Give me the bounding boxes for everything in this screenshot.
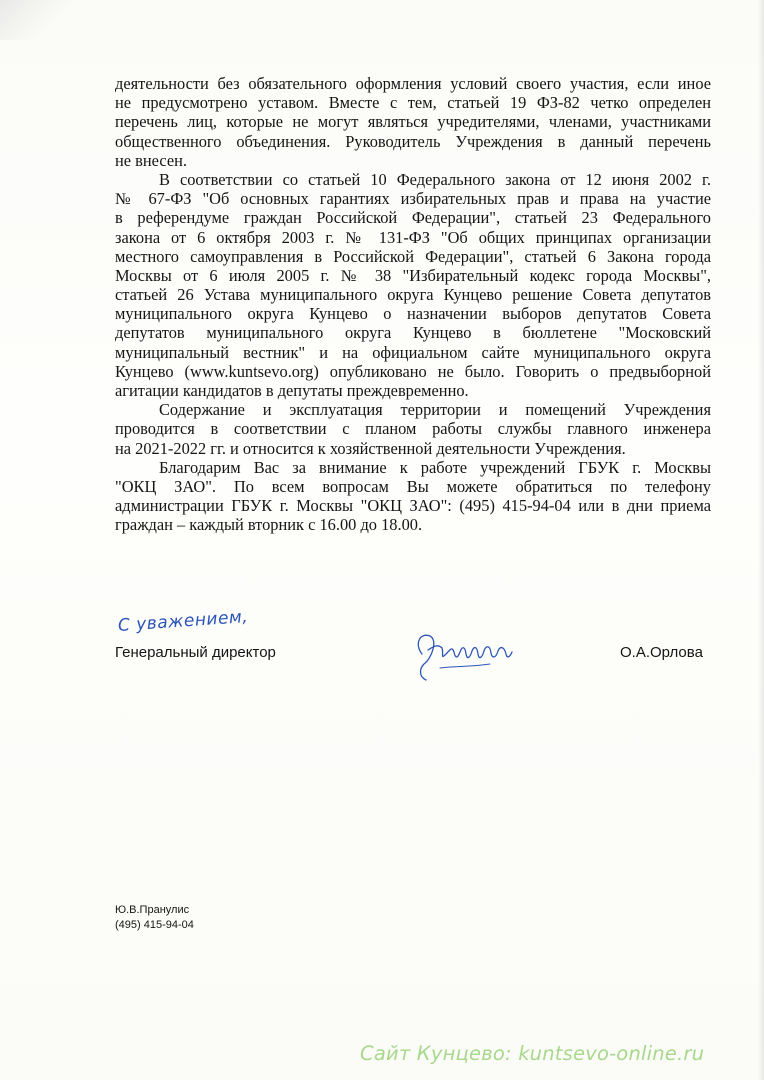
letter-line: Кунцево (www.kuntsevo.org) опубликовано не было. Говорить о предвыборной xyxy=(115,361,711,381)
letter-line: Содержание и эксплуатация территории и помещений Учреждения xyxy=(159,400,711,420)
executor-phone: (495) 415-94-04 xyxy=(115,919,194,931)
letter-line: деятельности без обязательного оформления условий своего участия, если иное xyxy=(115,74,711,93)
executor-name: Ю.В.Пранулис xyxy=(115,904,190,916)
letter-line: "ОКЦ ЗАО". По всем вопросам Вы можете обратиться по телефону xyxy=(115,476,711,496)
page-fold-shadow xyxy=(0,0,90,40)
letter-line: не внесен. xyxy=(115,150,187,170)
letter-line: Благодарим Вас за внимание к работе учреждений ГБУК г. Москвы xyxy=(159,457,711,477)
letter-line: депутатов муниципального округа Кунцево в бюллетене "Московский xyxy=(115,323,711,343)
letter-line: закона от 6 октября 2003 г. № 131-ФЗ "Об общих принципах организации xyxy=(115,227,711,247)
letter-line: статьей 26 Устава муниципального округа Кунцево решение Совета депутатов xyxy=(115,285,711,305)
signature-image xyxy=(410,624,520,684)
page-edge-shadow xyxy=(758,0,764,1080)
executor-info xyxy=(115,903,194,933)
letter-line: перечень лиц, которые не могут являться учредителями, членами, участниками xyxy=(115,112,711,132)
letter-line: общественного объединения. Руководитель Учреждения в данный перечень xyxy=(115,131,711,151)
letter-line: муниципального округа Кунцево о назначении выборов депутатов Совета xyxy=(115,304,711,324)
site-watermark: Сайт Кунцево: kuntsevo-online.ru xyxy=(360,1042,705,1065)
letter-line: агитации кандидатов в депутаты преждевременно. xyxy=(115,381,469,400)
letter-line: № 67-ФЗ "Об основных гарантиях избирательных прав и права на участие xyxy=(115,189,711,209)
letter-line: Москвы от 6 июля 2005 г. № 38 "Избирательный кодекс города Москвы", xyxy=(115,265,711,285)
letter-line: на 2021-2022 гг. и относится к хозяйственной деятельности Учреждения. xyxy=(115,438,626,458)
letter-line: не предусмотрено уставом. Вместе с тем, статьей 19 ФЗ-82 четко определен xyxy=(115,93,711,113)
letter-body xyxy=(115,74,711,535)
signatory-name: О.А.Орлова xyxy=(620,644,703,661)
signatory-title: Генеральный директор xyxy=(115,644,276,661)
letter-line: местного самоуправления в Российской Федерации", статьей 6 Закона города xyxy=(115,246,711,266)
letter-line: в референдуме граждан Российской Федерации", статьей 23 Федерального xyxy=(115,208,711,228)
handwritten-closing: С уважением, xyxy=(117,606,249,636)
letter-line: администрации ГБУК г. Москвы "ОКЦ ЗАО": (495) 415-94-04 или в дни приема xyxy=(115,496,711,516)
letter-line: В соответствии со статьей 10 Федерального закона от 12 июня 2002 г. xyxy=(159,169,711,189)
letter-line: муниципальный вестник" и на официальном сайте муниципального округа xyxy=(115,342,711,362)
letter-line: проводится в соответствии с планом работы службы главного инженера xyxy=(115,419,711,439)
letter-line: граждан – каждый вторник с 16.00 до 18.00. xyxy=(115,515,423,535)
